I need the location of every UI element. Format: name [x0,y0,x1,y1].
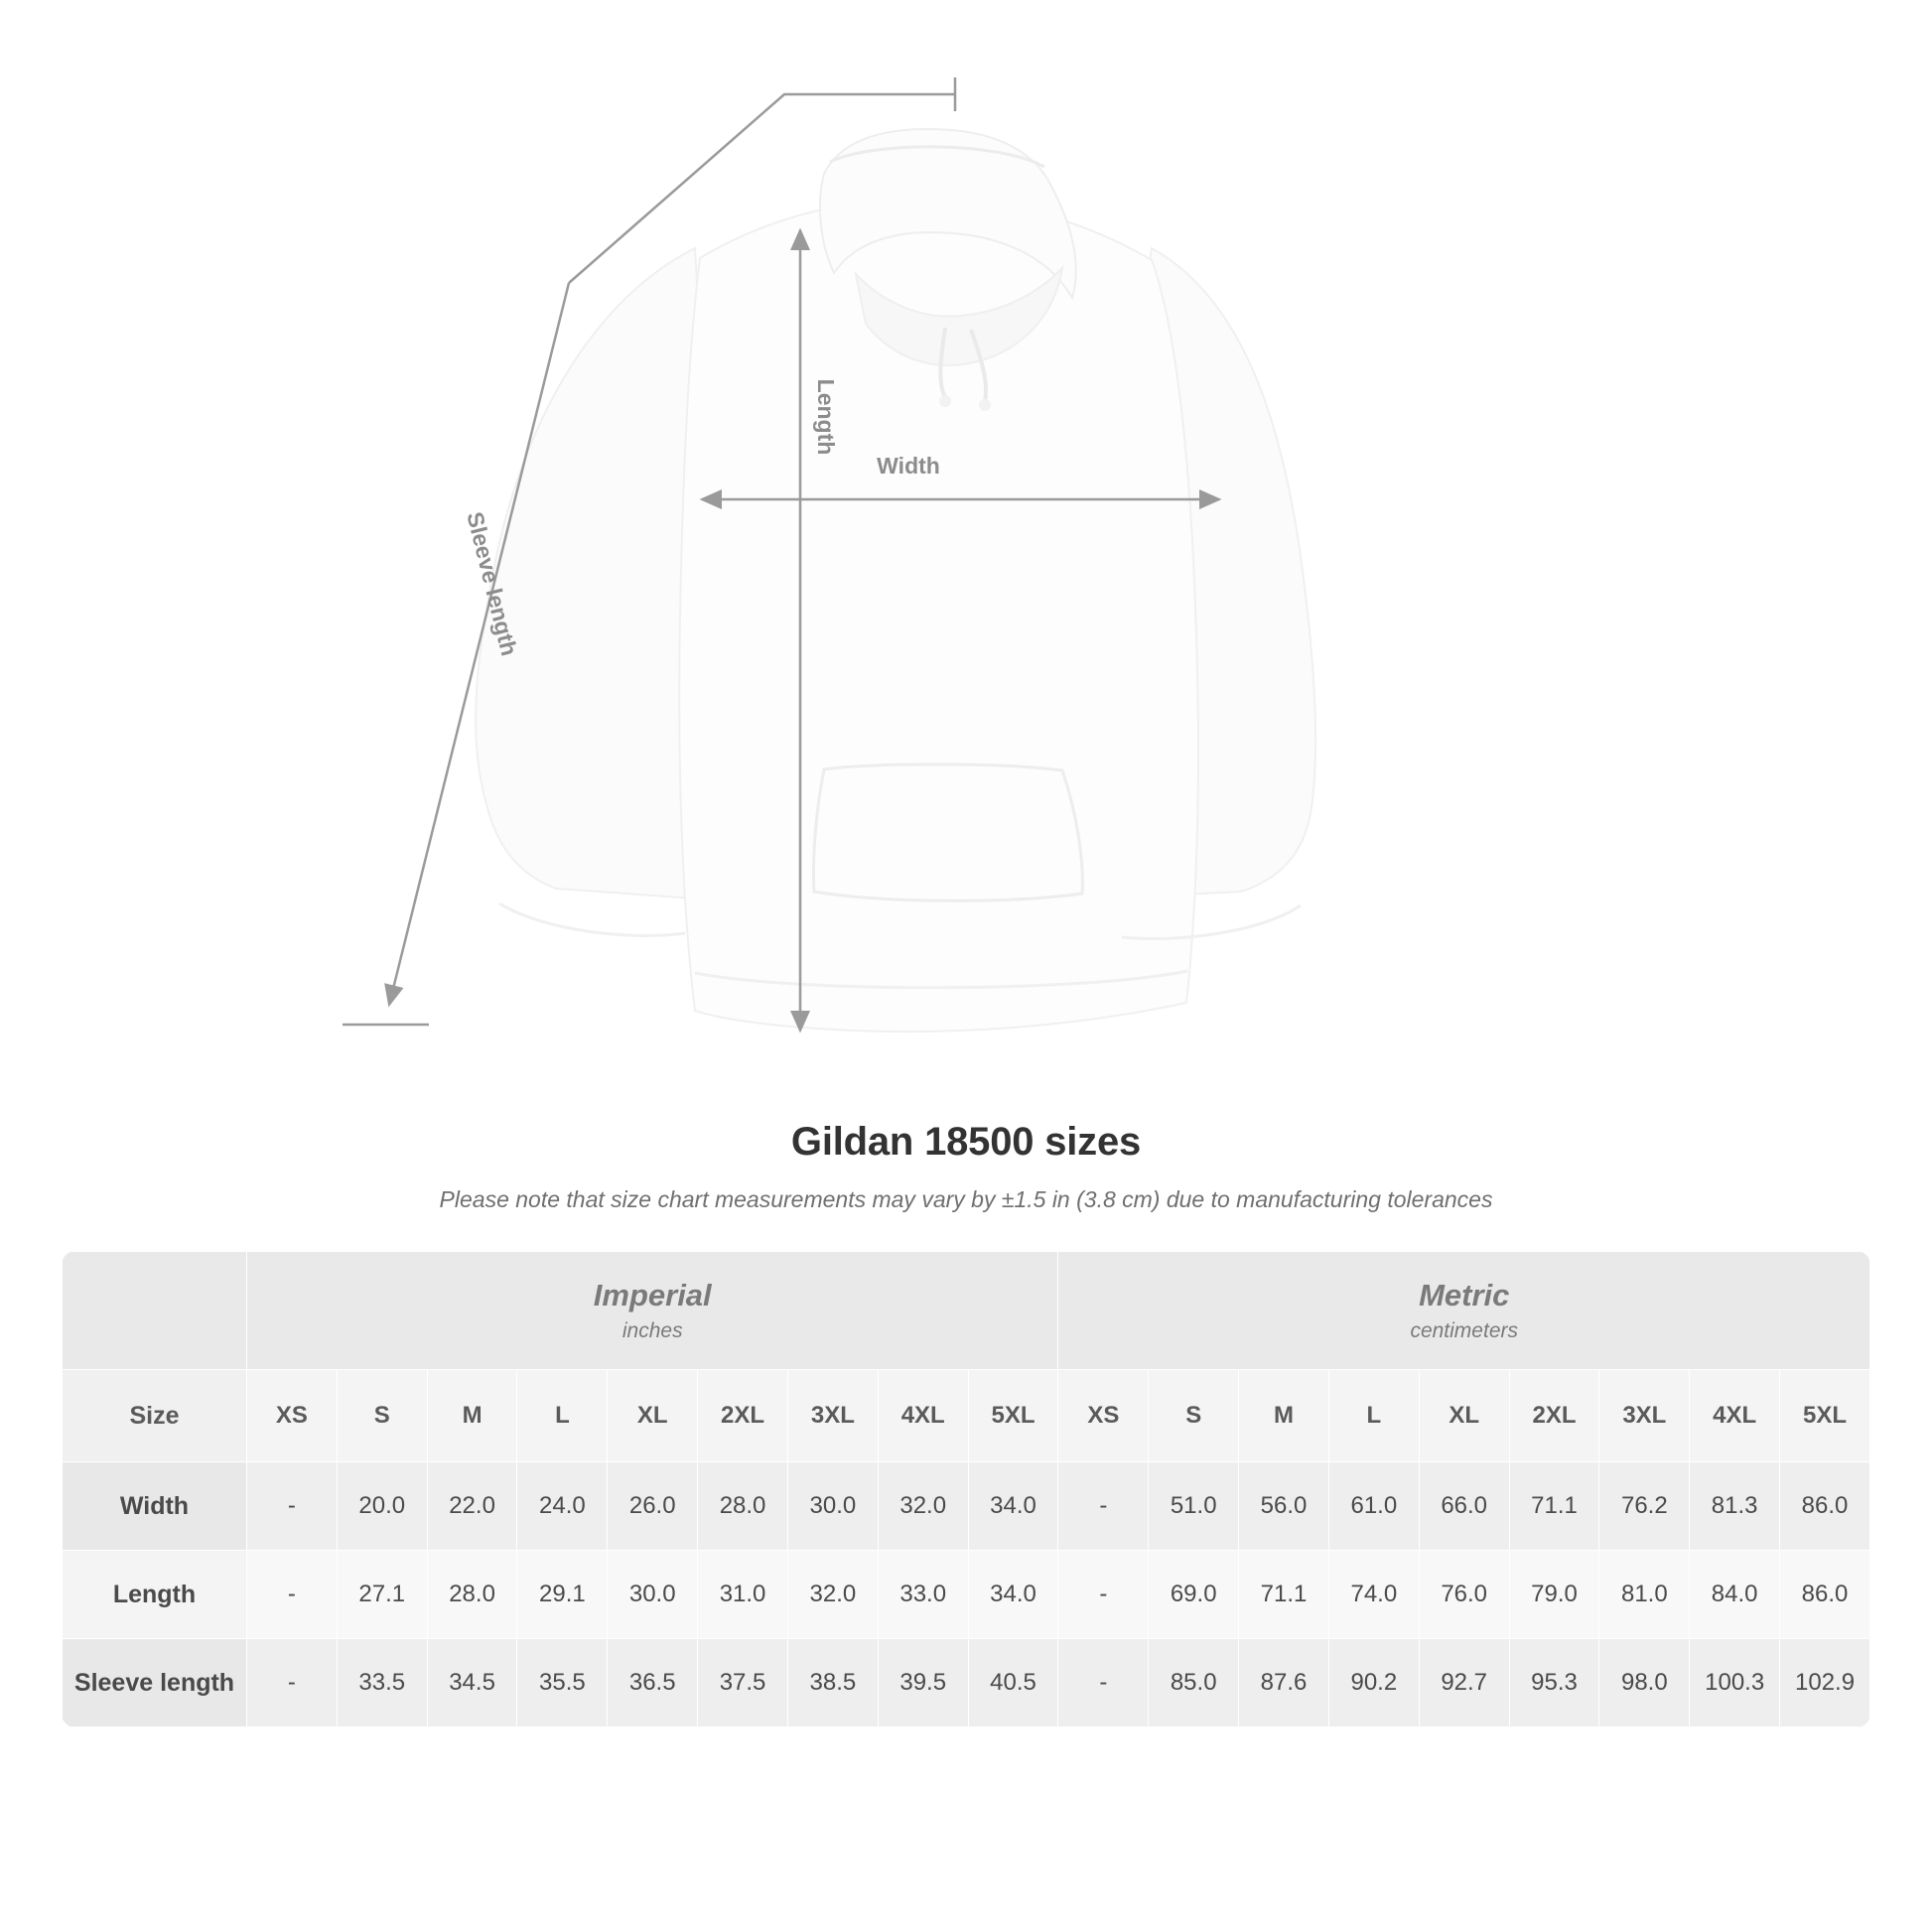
cell-width-5: 28.0 [698,1462,788,1551]
cell-width-7: 32.0 [878,1462,968,1551]
width-label: Width [877,453,940,479]
cell-sleeve-12: 90.2 [1328,1639,1419,1727]
cell-length-15: 81.0 [1599,1551,1690,1639]
cell-width-14: 71.1 [1509,1462,1599,1551]
header-col-3: L [517,1370,608,1462]
unit-metric-name: Metric [1419,1278,1510,1312]
cell-sleeve-2: 34.5 [427,1639,517,1727]
cell-length-6: 32.0 [787,1551,878,1639]
cell-sleeve-14: 95.3 [1509,1639,1599,1727]
header-col-2: M [427,1370,517,1462]
hoodie-garment [476,129,1315,1032]
unit-imperial-name: Imperial [593,1278,712,1312]
cell-length-7: 33.0 [878,1551,968,1639]
cell-width-8: 34.0 [968,1462,1058,1551]
unit-imperial-cell [247,1252,1058,1370]
unit-imperial-sub: inches [621,1319,683,1342]
header-col-7: 4XL [878,1370,968,1462]
cell-length-17: 86.0 [1780,1551,1870,1639]
header-size-label: Size [63,1370,247,1462]
unit-metric-cell [1058,1252,1870,1370]
cell-length-9: - [1058,1551,1149,1639]
cell-sleeve-9: - [1058,1639,1149,1727]
header-col-12: L [1328,1370,1419,1462]
cell-width-13: 66.0 [1419,1462,1509,1551]
cell-length-10: 69.0 [1149,1551,1239,1639]
cell-length-2: 28.0 [427,1551,517,1639]
header-col-6: 3XL [787,1370,878,1462]
cell-sleeve-4: 36.5 [608,1639,698,1727]
header-col-0: XS [247,1370,338,1462]
cell-sleeve-15: 98.0 [1599,1639,1690,1727]
tolerance-note: Please note that size chart measurements may vary by ±1.5 in (3.8 cm) due to manufacturing tolerances [439,1186,1493,1212]
cell-width-6: 30.0 [787,1462,878,1551]
cell-sleeve-7: 39.5 [878,1639,968,1727]
row-label-length: Length [63,1551,247,1639]
header-col-16: 4XL [1690,1370,1780,1462]
table-row [63,1462,1870,1551]
cell-sleeve-1: 33.5 [337,1639,427,1727]
table-row [63,1551,1870,1639]
cell-sleeve-5: 37.5 [698,1639,788,1727]
cell-sleeve-6: 38.5 [787,1639,878,1727]
header-col-1: S [337,1370,427,1462]
cell-sleeve-16: 100.3 [1690,1639,1780,1727]
title-block [0,1120,1932,1213]
cell-length-1: 27.1 [337,1551,427,1639]
unit-header-row [63,1252,1870,1370]
cell-length-0: - [247,1551,338,1639]
cell-width-12: 61.0 [1328,1462,1419,1551]
row-label-sleeve-length: Sleeve length [63,1639,247,1727]
header-col-13: XL [1419,1370,1509,1462]
cell-length-3: 29.1 [517,1551,608,1639]
sleeve-label: Sleeve length [462,508,523,659]
header-col-9: XS [1058,1370,1149,1462]
cell-width-16: 81.3 [1690,1462,1780,1551]
row-label-width: Width [63,1462,247,1551]
cell-sleeve-0: - [247,1639,338,1727]
header-col-10: S [1149,1370,1239,1462]
unit-header-spacer [63,1252,247,1370]
cell-width-10: 51.0 [1149,1462,1239,1551]
cell-sleeve-3: 35.5 [517,1639,608,1727]
cell-width-1: 20.0 [337,1462,427,1551]
header-col-8: 5XL [968,1370,1058,1462]
cell-length-13: 76.0 [1419,1551,1509,1639]
cell-width-2: 22.0 [427,1462,517,1551]
cell-length-8: 34.0 [968,1551,1058,1639]
header-col-11: M [1239,1370,1329,1462]
cell-width-11: 56.0 [1239,1462,1329,1551]
cell-sleeve-13: 92.7 [1419,1639,1509,1727]
cell-width-3: 24.0 [517,1462,608,1551]
cell-length-16: 84.0 [1690,1551,1780,1639]
length-label: Length [813,378,839,456]
cell-length-5: 31.0 [698,1551,788,1639]
cell-width-15: 76.2 [1599,1462,1690,1551]
unit-metric-sub: centimeters [1410,1319,1518,1342]
table-header-row [63,1370,1870,1462]
cell-length-4: 30.0 [608,1551,698,1639]
cell-sleeve-17: 102.9 [1780,1639,1870,1727]
cell-sleeve-10: 85.0 [1149,1639,1239,1727]
size-chart-table [62,1251,1870,1727]
cell-width-9: - [1058,1462,1149,1551]
cell-length-14: 79.0 [1509,1551,1599,1639]
header-col-14: 2XL [1509,1370,1599,1462]
cell-length-11: 71.1 [1239,1551,1329,1639]
cell-width-17: 86.0 [1780,1462,1870,1551]
size-chart-container [62,1251,1870,1727]
header-col-4: XL [608,1370,698,1462]
header-col-15: 3XL [1599,1370,1690,1462]
header-col-5: 2XL [698,1370,788,1462]
table-row [63,1639,1870,1727]
header-col-17: 5XL [1780,1370,1870,1462]
cell-width-4: 26.0 [608,1462,698,1551]
cell-width-0: - [247,1462,338,1551]
cell-length-12: 74.0 [1328,1551,1419,1639]
cell-sleeve-8: 40.5 [968,1639,1058,1727]
page-title: Gildan 18500 sizes [790,1120,1142,1164]
cell-sleeve-11: 87.6 [1239,1639,1329,1727]
